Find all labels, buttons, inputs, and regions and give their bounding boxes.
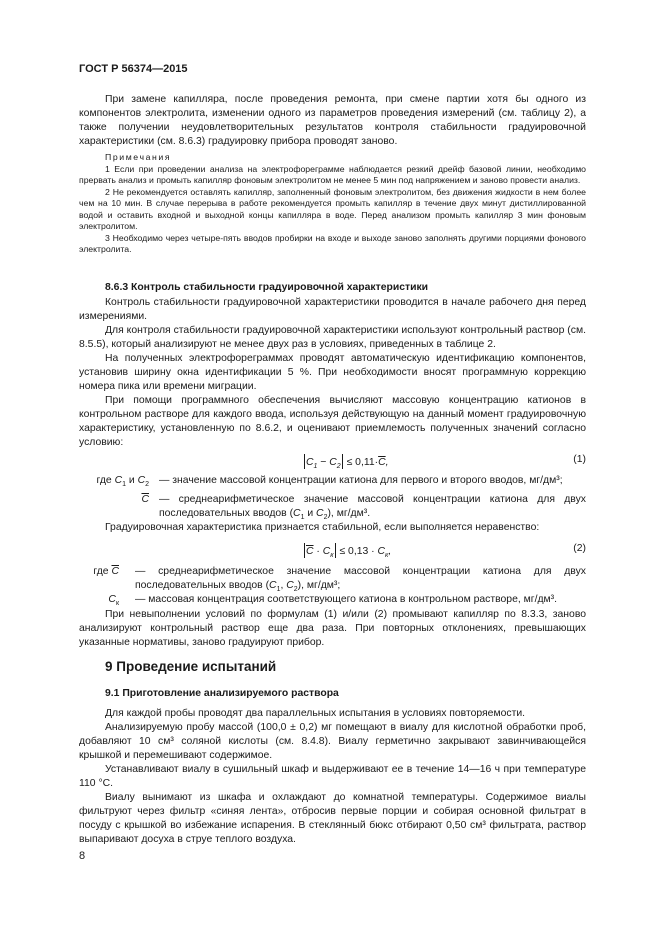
intro-paragraph-block [79, 93, 586, 149]
section-9-1-title: 9.1 Приготовление анализируемого раствора [105, 688, 339, 699]
section-9-title: 9 Проведение испытаний [105, 659, 277, 674]
where-2-def-2: — массовая концентрация соответствующего катиона в контрольном растворе, мг/дм³. [135, 594, 558, 606]
formula-1-number: (1) [573, 454, 586, 465]
formula-1 [79, 450, 586, 474]
paragraph-filtration: Виалу вынимают из шкафа и охлаждают до комнатной температуры. Содержимое виалы фильтруют через фильтр «синяя лента», отбросив первые порции и собирая основной фильтрат в посуду с крышкой во избежание испарения. В стеклянный бюкс отбирают 0,50 см³ фильтрата, раствор выпаривают досуха в струе теплого воздуха. [79, 792, 586, 845]
page-number: 8 [79, 850, 86, 862]
where-2-row-1: где $\overline{C}$ — среднеарифметическое значение массовой концентрации катиона для двух последовательных вводов ($C_1$, $C_2$), мг/дм³; [79, 565, 586, 593]
paragraph-sample-weighing: Анализируемую пробу массой (100,0 ± 0,2) мг помещают в виалу для кислотной обработки проб, добавляют 10 см³ соляной кислоты (см. 8.4.8). Виалу герметично закрывают завинчивающейся крышкой и перемешивают содержимое. [79, 722, 586, 761]
paragraph-parallel-tests: Для каждой пробы проводят два параллельных испытания в условиях повторяемости. [105, 708, 526, 719]
note-2: 2 Не рекомендуется оставлять капилляр, заполненный фоновым электролитом, без движения жидкости в нем более чем на 10 мин. В случае перерыва в работе рекомендуется промыть капилляр в течение двух минут дистиллированной водой и оставить входной и выходной концы капилляра в воде. Перед анализом промыть капилляр 3 мин фоновым электролитом. [79, 186, 586, 231]
paragraph-control-solution: Для контроля стабильности градуировочной характеристики используют контрольный раствор (см. 8.5.5), который анализируют не менее двух раз в условиях, приведенных в таблице 2. [79, 325, 586, 350]
formula-2-number: (2) [573, 543, 586, 555]
formula-2 [79, 535, 586, 565]
where-1-row-1: где $C_1$ и $C_2$ — значение массовой концентрации катиона для первого и второго вводов, мг/дм³; [79, 474, 586, 492]
paragraph-oven: Устанавливают виалу в сушильный шкаф и выдерживают ее в течение 14—16 ч при температуре 110 °С. [79, 764, 586, 789]
paragraph-stable-condition: Градуировочная характеристика признается стабильной, если выполняется неравенство: [105, 522, 540, 534]
note-3: 3 Необходимо через четыре-пять вводов пробирки на входе и выходе заново заполнять другими порциями фонового электролита. [79, 232, 586, 254]
where-2-row-2: $C_к$ — массовая концентрация соответствующего катиона в контрольном растворе, мг/дм³. [79, 593, 586, 608]
paragraph-capillary-replacement: При замене капилляра, после проведения ремонта, при смене партии хотя бы одного из компонентов электролита, изменении одного из параметров проведения измерений (см. таблицу 2), а также получении неудовлетворительных результатов контроля стабильности градуировочной характеристики (см. 8.6.3) градуировку прибора проводят заново. [79, 94, 586, 147]
paragraph-identification: На полученных электрофореграммах проводят автоматическую идентификацию компонентов, установив ширину окна идентификации 5 %. При необходимости вносят программную коррекцию номера пика или времени миграции. [79, 353, 586, 392]
where-1-def-2: — среднеарифметическое значение массовой концентрации катиона для двух последовательных вводов ($C_1$ и $C_2$), мг/дм³. [159, 494, 586, 522]
paragraph-software: При помощи программного обеспечения вычисляют массовую концентрацию катионов в контрольном растворе для каждого ввода, используя действующую на данный момент градуировочную характеристику, установленную по 8.6.2, и оценивают приемлемость полученных значений согласно условию: [79, 395, 586, 448]
section-8-6-3-title: 8.6.3 Контроль стабильности градуировочной характеристики [105, 282, 429, 293]
where-2-def-1: — среднеарифметическое значение массовой концентрации катиона для двух последовательных вводов ($C_1$, $C_2$), мг/дм³; [135, 566, 586, 594]
section-9 [79, 659, 586, 847]
where-1-def-1: — значение массовой концентрации катиона для первого и второго вводов, мг/дм³; [159, 475, 563, 486]
document-header: ГОСТ Р 56374—2015 [79, 63, 188, 75]
paragraph-failure: При невыполнении условий по формулам (1) и/или (2) промывают капилляр по 8.3.3, заново анализируют контрольный раствор еще два раза. При повторных отклонениях, превышающих указанные нормативы, заново градуируют прибор. [79, 609, 586, 649]
notes-block [79, 152, 586, 256]
paragraph-control-start: Контроль стабильности градуировочной характеристики проводится в начале рабочего дня перед измерениями. [79, 297, 586, 322]
notes-heading: Примечания [105, 152, 172, 162]
formula-2-expression: $\overline{C} \cdot C_к \le 0,13 \cdot C_к$, [303, 543, 391, 559]
formula-1-expression: $C_1 - C_2 \le 0,11\cdot\overline{C}$, [303, 454, 389, 470]
where-1-row-2: $\overline{C}$ — среднеарифметическое значение массовой концентрации катиона для двух последовательных вводов ($C_1$ и $C_2$), мг/дм³. [79, 493, 586, 521]
note-1: 1 Если при проведении анализа на электрофореграмме наблюдается резкий дрейф базовой линии, необходимо прервать анализ и промыть капилляр фоновым электролитом не менее 5 мин под напряжением и заново провести анализ. [79, 163, 586, 185]
section-8-6-3 [79, 281, 586, 650]
